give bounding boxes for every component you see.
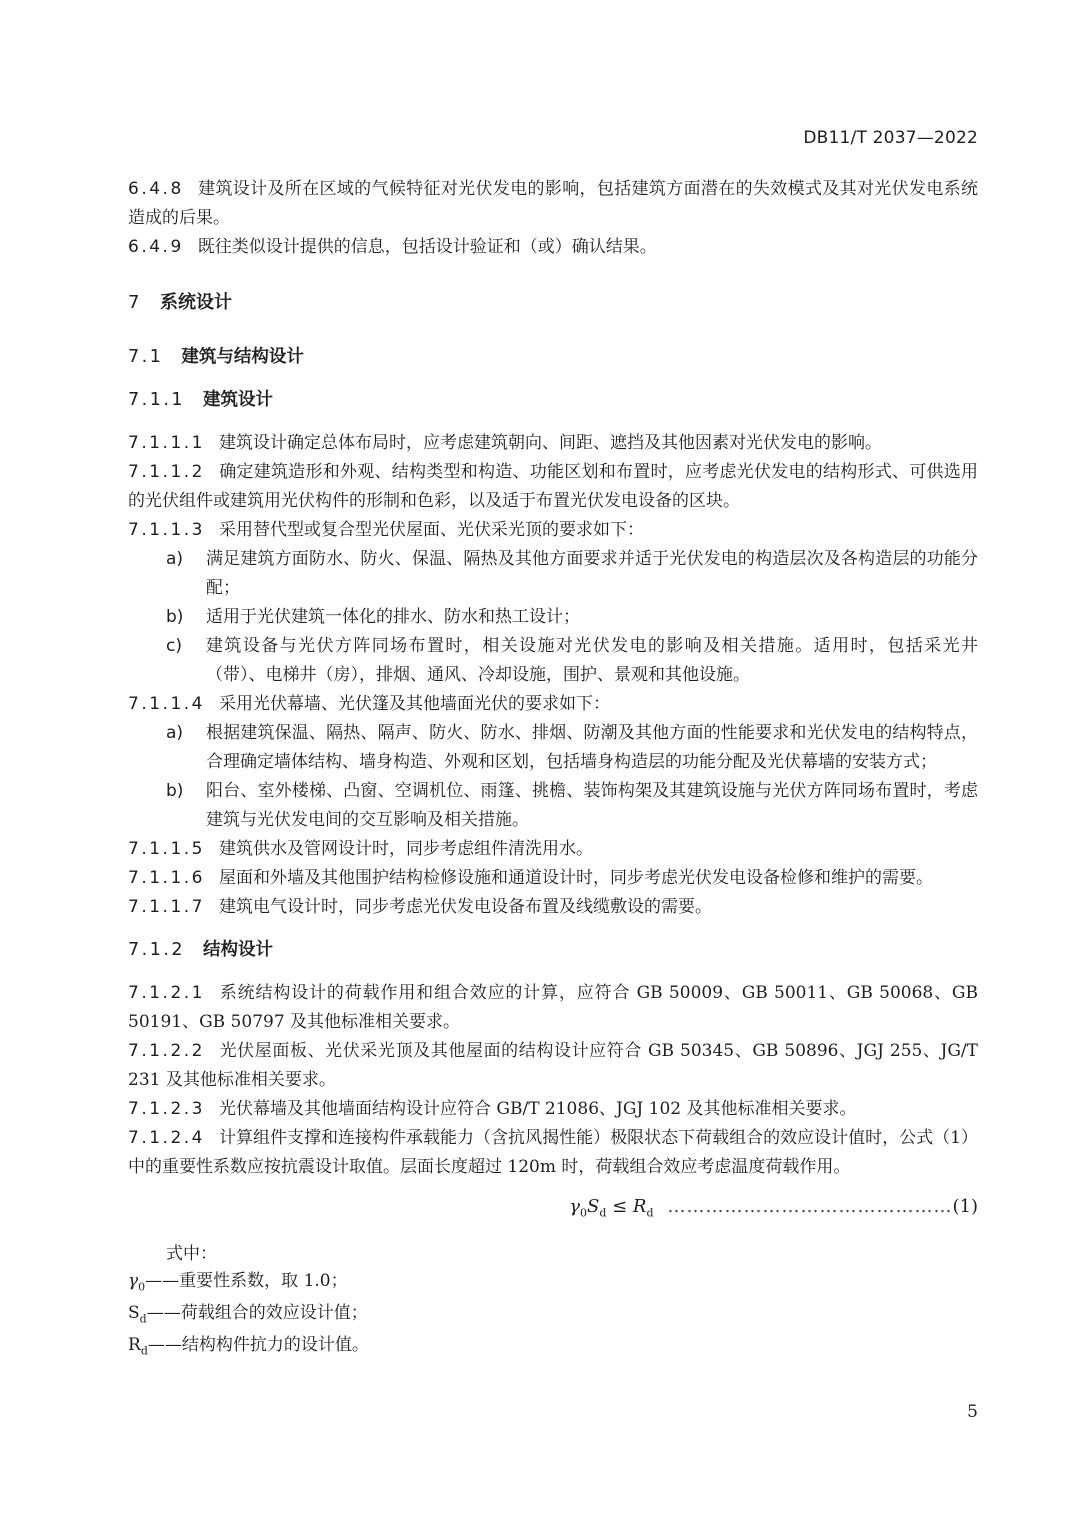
formula-number: (1) (952, 1196, 978, 1217)
list-item-label: b) (166, 781, 184, 801)
list-item (128, 603, 978, 632)
clause-number: 7.1.1.3 (128, 520, 205, 540)
clause-text: 建筑电气设计时，同步考虑光伏发电设备布置及线缆敷设的需要。 (218, 897, 712, 917)
symbol: S (128, 1302, 140, 1323)
symbol-subscript: d (140, 1344, 148, 1358)
formula-le: ≤ (606, 1196, 633, 1217)
formula-dots: ……………………………………… (667, 1196, 953, 1217)
section-heading-h3 (128, 936, 978, 965)
clause-number: 7.1.1.1 (128, 433, 205, 453)
list-item-text: 满足建筑方面防水、防火、保温、隔热及其他方面要求并适于光伏发电的构造层次及各构造层的功能分配； (206, 549, 978, 598)
list-item-label: b) (166, 607, 184, 627)
list-item-text: 根据建筑保温、隔热、隔声、防火、防水、排烟、防潮及其他方面的性能要求和光伏发电的结构特点，合理确定墙体结构、墙身构造、外观和区划，包括墙身构造层的功能分配及光伏幕墙的安装方式； (206, 723, 978, 772)
list-item-label: a) (166, 549, 184, 569)
clause-number: 7.1.1.5 (128, 839, 205, 859)
clause-number: 6.4.9 (128, 237, 184, 257)
formula-gamma: γ (569, 1196, 580, 1217)
clause-paragraph (128, 175, 978, 233)
clause-paragraph (128, 1037, 978, 1095)
symbol-description: ——重要性系数，取 1.0； (145, 1270, 348, 1291)
heading-number: 7.1.1 (128, 390, 186, 410)
heading-text: 结构设计 (203, 940, 274, 960)
heading-number: 7 (128, 292, 142, 313)
list-item-text: 建筑设备与光伏方阵同场布置时，相关设施对光伏发电的影响及相关措施。适用时，包括采光井（带）、电梯井（房），排烟、通风、冷却设施，围护、景观和其他设施。 (206, 636, 978, 685)
clause-paragraph (128, 458, 978, 516)
symbol-definition (128, 1268, 978, 1300)
symbol-definition (128, 1300, 978, 1332)
clause-paragraph (128, 1095, 978, 1124)
heading-text: 系统设计 (159, 292, 232, 313)
clause-text: 系统结构设计的荷载作用和组合效应的计算，应符合 GB 50009、GB 50011、GB 50068、GB 50191、GB 50797 及其他标准相关要求。 (128, 983, 978, 1032)
heading-number: 7.1 (128, 347, 164, 367)
heading-text: 建筑与结构设计 (181, 347, 304, 367)
clause-paragraph (128, 979, 978, 1037)
clause-text: 确定建筑造形和外观、结构类型和构造、功能区划和布置时，应考虑光伏发电的结构形式、可供选用的光伏组件或建筑用光伏构件的形制和色彩，以及适于布置光伏发电设备的区块。 (128, 462, 978, 511)
section-heading-h3 (128, 386, 978, 415)
list-item-label: a) (166, 723, 184, 743)
page-number: 5 (967, 1402, 978, 1422)
formula-sub-0: 0 (579, 1206, 587, 1220)
clause-number: 7.1.1.4 (128, 694, 205, 714)
clause-number: 7.1.1.2 (128, 462, 205, 482)
list-item (128, 632, 978, 690)
symbol: γ (128, 1270, 139, 1291)
clause-paragraph (128, 1124, 978, 1182)
formula-1 (128, 1192, 978, 1229)
clause-text: 计算组件支撑和连接构件承载能力（含抗风揭性能）极限状态下荷载组合的效应设计值时，公式（1）中的重要性系数应按抗震设计取值。层面长度超过 120m 时，荷载组合效应考虑温度荷载作用。 (128, 1128, 978, 1177)
formula-r: R (632, 1196, 647, 1217)
symbol-description: ——结构构件抗力的设计值。 (147, 1335, 369, 1356)
clause-text: 采用替代型或复合型光伏屋面、光伏采光顶的要求如下： (218, 520, 644, 540)
symbol-definition (128, 1332, 978, 1364)
symbol: R (128, 1335, 141, 1356)
list-item-label: c) (166, 636, 182, 656)
clause-text: 光伏屋面板、光伏采光顶及其他屋面的结构设计应符合 GB 50345、GB 50896、JGJ 255、JG/T 231 及其他标准相关要求。 (128, 1041, 978, 1090)
clause-text: 采用光伏幕墙、光伏篷及其他墙面光伏的要求如下： (218, 694, 610, 714)
section-heading-h1 (128, 288, 978, 317)
clause-paragraph (128, 864, 978, 893)
list-item (128, 777, 978, 835)
clause-paragraph (128, 893, 978, 922)
page-content (128, 175, 978, 1365)
clause-number: 7.1.1.7 (128, 897, 205, 917)
list-item-text: 阳台、室外楼梯、凸窗、空调机位、雨篷、挑檐、装饰构架及其建筑设施与光伏方阵同场布置时，考虑建筑与光伏发电间的交互影响及相关措施。 (206, 781, 978, 830)
where-intro: 式中： (166, 1243, 217, 1264)
formula-s: S (586, 1196, 600, 1217)
clause-paragraph (128, 516, 978, 545)
clause-number: 7.1.1.6 (128, 868, 205, 888)
clause-text: 既往类似设计提供的信息，包括设计验证和（或）确认结果。 (197, 237, 657, 257)
clause-paragraph (128, 233, 978, 262)
formula-sub-d: d (599, 1206, 607, 1220)
clause-text: 建筑供水及管网设计时，同步考虑组件清洗用水。 (218, 839, 593, 859)
heading-text: 建筑设计 (203, 390, 274, 410)
clause-number: 7.1.2.2 (128, 1041, 205, 1061)
clause-number: 7.1.2.3 (128, 1099, 205, 1119)
clause-text: 建筑设计及所在区域的气候特征对光伏发电的影响，包括建筑方面潜在的失效模式及其对光伏发电系统造成的后果。 (128, 179, 978, 228)
formula-sub-d: d (646, 1206, 654, 1220)
clause-number: 7.1.2.4 (128, 1128, 205, 1148)
clause-text: 屋面和外墙及其他围护结构检修设施和通道设计时，同步考虑光伏发电设备检修和维护的需要。 (218, 868, 933, 888)
clause-text: 光伏幕墙及其他墙面结构设计应符合 GB/T 21086、JGJ 102 及其他标准相关要求。 (218, 1099, 857, 1119)
clause-number: 6.4.8 (128, 179, 184, 199)
list-item (128, 545, 978, 603)
heading-number: 7.1.2 (128, 940, 186, 960)
section-heading-h2 (128, 343, 978, 372)
symbol-description: ——荷载组合的效应设计值； (146, 1302, 368, 1323)
list-item (128, 719, 978, 777)
symbol-subscript: 0 (138, 1279, 146, 1293)
symbol-subscript: d (139, 1312, 147, 1326)
clause-paragraph (128, 690, 978, 719)
clause-paragraph (128, 835, 978, 864)
clause-number: 7.1.2.1 (128, 983, 205, 1003)
standard-code: DB11/T 2037—2022 (803, 128, 978, 148)
clause-paragraph (128, 429, 978, 458)
list-item-text: 适用于光伏建筑一体化的排水、防水和热工设计； (206, 607, 580, 627)
clause-text: 建筑设计确定总体布局时，应考虑建筑朝向、间距、遮挡及其他因素对光伏发电的影响。 (218, 433, 882, 453)
